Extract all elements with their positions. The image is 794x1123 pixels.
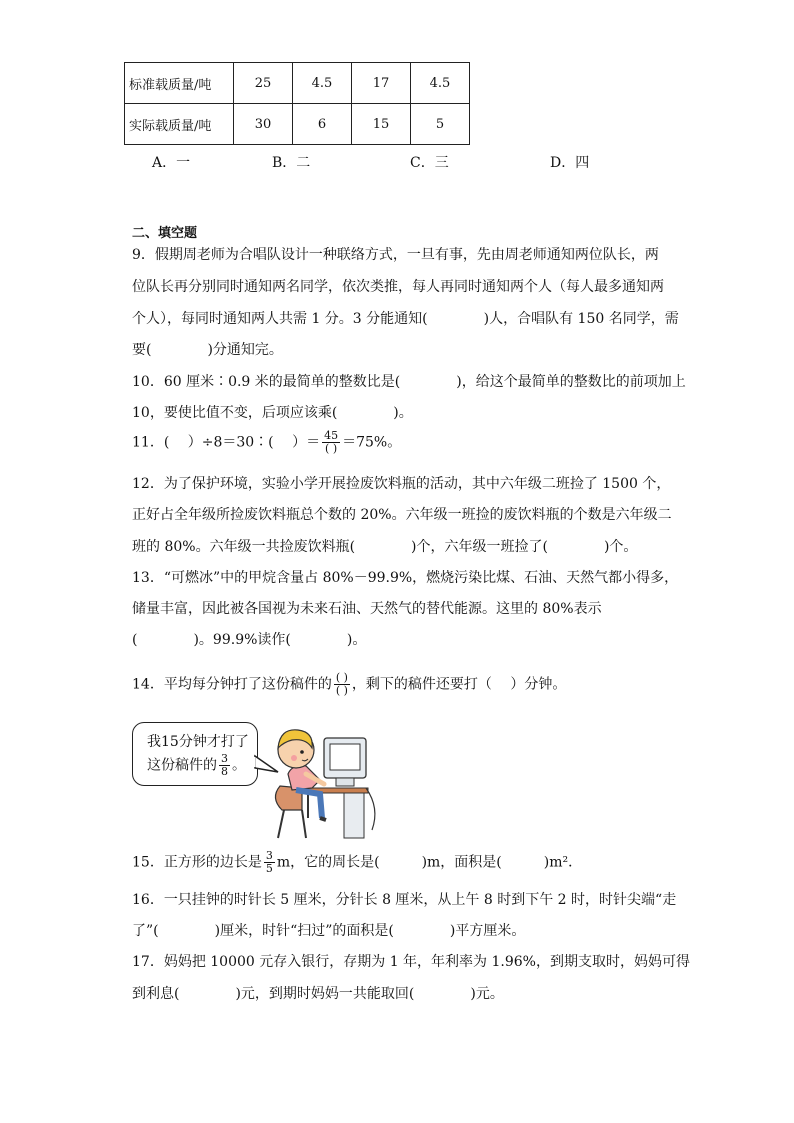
- fraction-numerator: 45: [324, 429, 339, 442]
- bubble-line-2: [147, 753, 246, 778]
- q13-line-3: ( )。99.9%读作( )。: [132, 632, 367, 648]
- q12-line-3: 班的 80%。六年级一共捡废饮料瓶( )个，六年级一班捡了( )个。: [132, 539, 638, 555]
- q11-fraction: [322, 430, 340, 455]
- q14-text: 14．平均每分钟打了这份稿件的: [132, 676, 332, 693]
- table-cell: 30: [234, 104, 293, 145]
- q11-line: [132, 430, 401, 455]
- bubble-line-1: 我15分钟才打了: [147, 734, 249, 750]
- q15-text: 15．正方形的边长是: [132, 854, 262, 871]
- q9-line-3: 个人），每同时通知两人共需 1 分。3 分能通知( )人，合唱队有 150 名同学，需: [132, 311, 679, 327]
- q16-line-1: 16．一只挂钟的时针长 5 厘米，分针长 8 厘米，从上午 8 时到下午 2 时，时针尖端“走: [132, 892, 677, 908]
- q15-text-end: m，它的周长是( )m，面积是( )m²．: [276, 854, 583, 871]
- computer-tower-icon: [344, 793, 364, 838]
- table-cell: 4.5: [411, 63, 470, 104]
- fraction-numerator: 3: [265, 849, 273, 862]
- q11-text-end: ＝75%。: [342, 434, 402, 451]
- q9-line-2: 位队长再分别同时通知两名同学，依次类推，每人再同时通知两个人（每人最多通知两: [132, 279, 664, 295]
- bubble-fraction: [219, 753, 230, 778]
- q14-text-end: ，剩下的稿件还要打（ ）分钟。: [351, 676, 567, 693]
- q17-line-2: 到利息( )元，到期时妈妈一共能取回( )元。: [132, 986, 504, 1002]
- q12-line-1: 12．为了保护环境，实验小学开展捡废饮料瓶的活动，其中六年级二班捡了 1500 个，: [132, 476, 671, 492]
- option-a[interactable]: A．一: [152, 155, 191, 171]
- table-row: [125, 104, 470, 145]
- table-cell: 5: [411, 104, 470, 145]
- table-cell: 17: [352, 63, 411, 104]
- q9-line-4: 要( )分通知完。: [132, 342, 283, 358]
- speech-bubble: [132, 722, 258, 786]
- table-cell: 4.5: [293, 63, 352, 104]
- q10-line-2: 10，要使比值不变，后项应该乘( )。: [132, 405, 413, 421]
- option-b[interactable]: B．二: [272, 155, 311, 171]
- q17-line-1: 17．妈妈把 10000 元存入银行，存期为 1 年，年利率为 1.96%，到期支取时，妈妈可得: [132, 954, 690, 970]
- fraction-denominator: ( ): [335, 684, 348, 697]
- q15-line: [132, 850, 582, 875]
- table-row: [125, 63, 470, 104]
- q15-fraction: [264, 850, 275, 875]
- option-c[interactable]: C．三: [410, 155, 449, 171]
- bubble-text: 这份稿件的: [147, 757, 217, 774]
- q10-line-1: 10．60 厘米∶0.9 米的最简单的整数比是( )，给这个最简单的整数比的前项加上: [132, 374, 686, 390]
- option-d[interactable]: D．四: [550, 155, 590, 171]
- fraction-denominator: 8: [221, 765, 228, 778]
- q9-line-1: 9．假期周老师为合唱队设计一种联络方式，一旦有事，先由周老师通知两位队长，两: [132, 247, 659, 263]
- table-cell: 15: [352, 104, 411, 145]
- q16-line-2: 了”( )厘米，时针“扫过”的面积是( )平方厘米。: [132, 923, 526, 939]
- q13-line-1: 13．“可燃冰”中的甲烷含量占 80%－99.9%，燃烧污染比煤、石油、天然气都小得多，: [132, 570, 679, 586]
- q13-line-2: 储量丰富，因此被各国视为未来石油、天然气的替代能源。这里的 80%表示: [132, 601, 602, 617]
- fraction-numerator: ( ): [335, 671, 348, 684]
- load-table: [124, 62, 470, 145]
- table-cell: 6: [293, 104, 352, 145]
- section-title: 二、填空题: [132, 226, 198, 241]
- fraction-numerator: 3: [221, 752, 228, 765]
- q12-line-2: 正好占全年级所捡废饮料瓶总个数的 20%。六年级一班捡的废饮料瓶的个数是六年级二: [132, 507, 672, 523]
- row-header: 实际载质量/吨: [125, 104, 234, 145]
- fraction-denominator: ( ): [325, 442, 338, 455]
- row-header: 标准载质量/吨: [125, 63, 234, 104]
- q11-text: 11．( ）÷8＝30∶( ）＝: [132, 434, 321, 451]
- fraction-denominator: 5: [265, 862, 273, 875]
- table-cell: 25: [234, 63, 293, 104]
- q14-fraction: [334, 672, 350, 697]
- boy-computer-illustration: [262, 718, 392, 840]
- q14-line: [132, 672, 566, 697]
- bubble-text-end: 。: [232, 757, 246, 774]
